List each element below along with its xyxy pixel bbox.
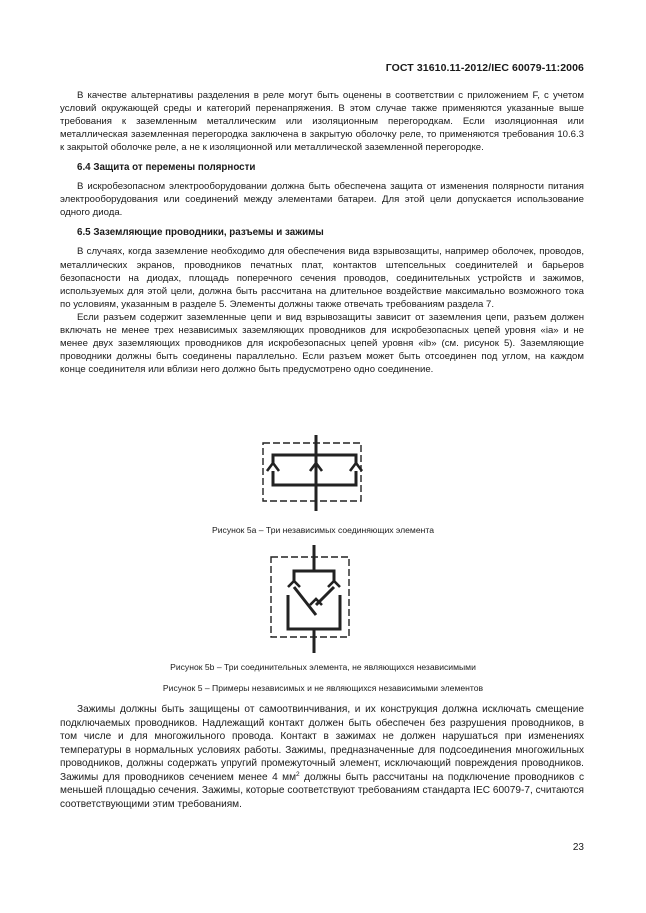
- figure-5a-contact-right: [350, 463, 362, 471]
- paragraph-connector: Если разъем содержит заземленные цепи и вид взрывозащиты зависит от заземления цепи, разъем должен включать не менее трех независимых заземляющих проводников для искробезопасных цепей уровня «ia» и не менее двух заземляющих проводников для искробезопасных цепей уровня «ib» (см. рисунок 5). Заземляющие проводники должны быть соединены параллельно. Если разъем может быть отсоединен под углом, на каждом конце соединителя или вблизи него должно быть предусмотрено одно соединение.: [60, 311, 584, 375]
- figure-5b-top-bus: [294, 571, 334, 581]
- terminals-text-part1: Зажимы должны быть защищены от самоотвинчивания, и их конструкция должна исключать смещение подключаемых проводников. Надлежащий контакт должен быть обеспечен без разрушения проводников, в том числе и для многожильного провода. Контакт в зажимах не должен нарушаться при изменениях температуры в нормальных условиях работы. Зажимы, предназначенные для подсоединения многожильных проводников, должны содержать упругий промежуточный элемент, исключающий повреждения проводников. Зажимы для проводников сечением менее 4 мм: [60, 704, 584, 783]
- figure-5a-contact-left: [267, 463, 279, 471]
- figure-5-caption: Рисунок 5 – Примеры независимых и не являющихся независимыми элементов: [162, 683, 484, 693]
- text-section-top: [60, 89, 584, 376]
- figure-5a-caption: Рисунок 5a – Три независимых соединяющих элемента: [212, 525, 434, 535]
- heading-6-4: 6.4 Защита от перемены полярности: [77, 162, 256, 174]
- figure-5a-diagram: [258, 433, 370, 517]
- paragraph-polarity: В искробезопасном электрооборудовании должна быть обеспечена защита от изменения полярности питания электрооборудования или соединений между элементами батареи. Для этой цели допускается использование одного диода.: [60, 181, 584, 219]
- page-number: 23: [572, 842, 584, 853]
- terminals-text-part2: должны быть рассчитаны на подключение проводников с меньшей площадью сечения. Зажимы, которые соответствуют требованиям стандарта IEC 60079-7, считаются соответствующими этим требованиям.: [60, 771, 584, 810]
- paragraph-terminals: [60, 703, 584, 811]
- document-header: ГОСТ 31610.11-2012/IEC 60079-11:2006: [385, 62, 584, 74]
- paragraph-grounding: В случаях, когда заземление необходимо для обеспечения вида взрывозащиты, например оболочек, проводов, металлических экранов, проводников печатных плат, контактов штепсельных соединителей и барьеров безопасности на диодах, площадь поперечного сечения проводов, соединительных устройств и зажимов, используемых для этой цели, должна быть рассчитана на длительное воздействие максимально возможного тока по условиям, указанным в разделе 5. Элементы должны также отвечать требованиям раздела 7.: [60, 246, 584, 310]
- figure-5b-contact-left: [288, 581, 300, 587]
- figure-5b-frame: [271, 557, 349, 637]
- heading-6-5: 6.5 Заземляющие проводники, разъемы и зажимы: [77, 227, 324, 239]
- figure-5b-contact-right: [328, 581, 340, 587]
- figure-5b-caption: Рисунок 5b – Три соединительных элемента, не являющихся независимыми: [170, 662, 476, 672]
- figure-5a-frame: [263, 443, 361, 501]
- figure-5b-diagram: [266, 543, 360, 655]
- text-section-bottom: [60, 703, 584, 811]
- paragraph-relay-separation: В качестве альтернативы разделения в реле могут быть оценены в соответствии с приложением F, с учетом условий окружающей среды и категорий перенапряжения. В этом случае также применяются указанные выше требования к заземленным металлическим или изоляционным перегородкам. Если изоляционная или металлическая заземленная перегородка заключена в закрытую оболочку реле, то применяются требования 10.6.3 к закрытой оболочке реле, а не к изоляционной или металлической заземленной перегородке.: [60, 90, 584, 154]
- superscript-2: 2: [296, 770, 300, 778]
